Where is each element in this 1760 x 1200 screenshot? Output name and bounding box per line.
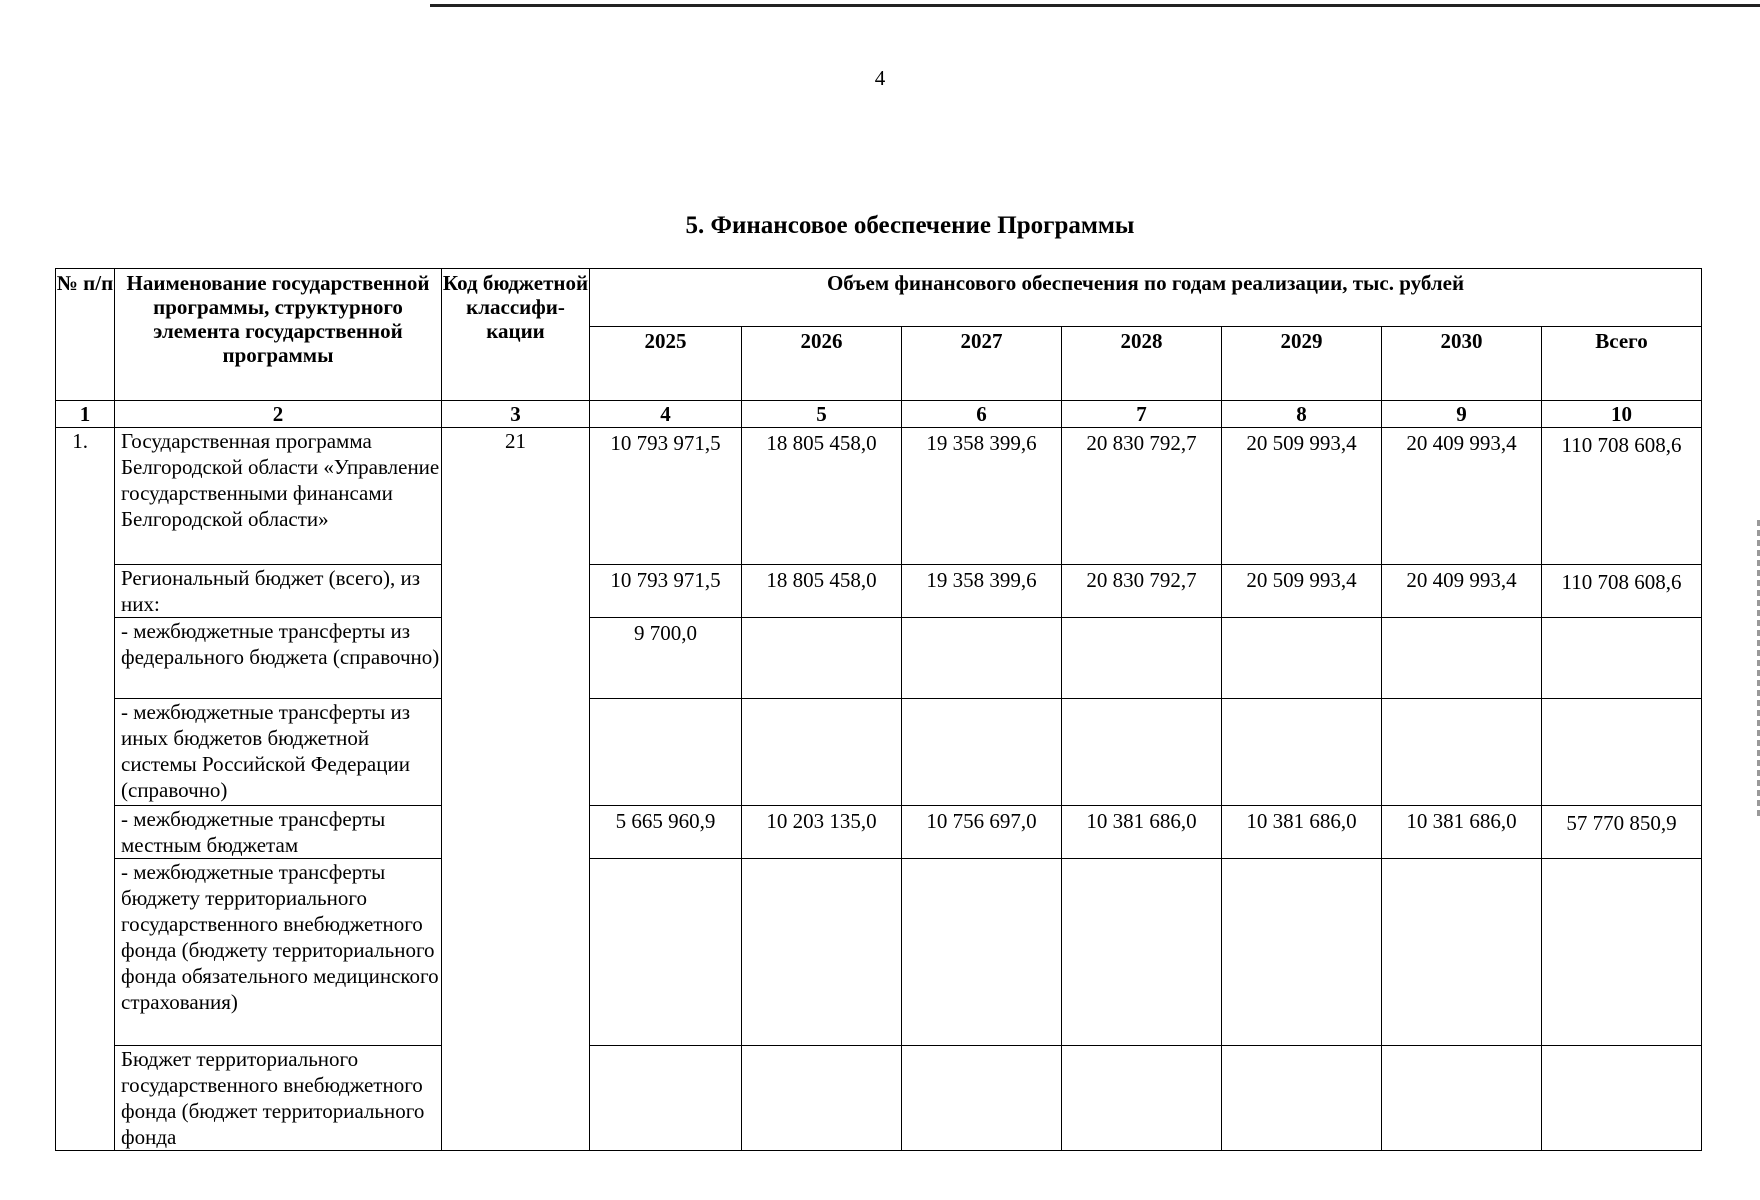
value-2027 bbox=[902, 699, 1062, 806]
row-name: - межбюджетные трансферты местным бюджетам bbox=[115, 806, 442, 859]
header-total: Всего bbox=[1542, 327, 1702, 401]
value-2030 bbox=[1382, 618, 1542, 699]
value-2027: 19 358 399,6 bbox=[902, 428, 1062, 565]
header-year-2028: 2028 bbox=[1062, 327, 1222, 401]
column-number: 1 bbox=[56, 401, 115, 428]
row-name: Бюджет территориального государственного внебюджетного фонда (бюджет территориального фонда bbox=[115, 1046, 442, 1151]
header-year-2029: 2029 bbox=[1222, 327, 1382, 401]
value-2029: 20 509 993,4 bbox=[1222, 428, 1382, 565]
value-2027 bbox=[902, 618, 1062, 699]
header-year-2026: 2026 bbox=[742, 327, 902, 401]
value-2030 bbox=[1382, 859, 1542, 1046]
value-2029: 20 509 993,4 bbox=[1222, 565, 1382, 618]
value-2026: 18 805 458,0 bbox=[742, 565, 902, 618]
header-year-2027: 2027 bbox=[902, 327, 1062, 401]
value-2027 bbox=[902, 859, 1062, 1046]
value-2028: 20 830 792,7 bbox=[1062, 565, 1222, 618]
row-name: Региональный бюджет (всего), из них: bbox=[115, 565, 442, 618]
value-2025: 5 665 960,9 bbox=[590, 806, 742, 859]
column-number: 3 bbox=[442, 401, 590, 428]
value-2025 bbox=[590, 859, 742, 1046]
value-2030: 20 409 993,4 bbox=[1382, 565, 1542, 618]
row-name: - межбюджетные трансферты из федерального бюджета (справочно) bbox=[115, 618, 442, 699]
financing-table bbox=[55, 268, 1702, 1151]
value-2026 bbox=[742, 1046, 902, 1151]
row-number: 1. bbox=[56, 428, 115, 1151]
scan-top-edge-line bbox=[430, 4, 1760, 7]
value-2028 bbox=[1062, 1046, 1222, 1151]
row-name: - межбюджетные трансферты из иных бюджетов бюджетной системы Российской Федерации (справочно) bbox=[115, 699, 442, 806]
table-row bbox=[56, 428, 1702, 565]
value-2026: 10 203 135,0 bbox=[742, 806, 902, 859]
value-total bbox=[1542, 1046, 1702, 1151]
column-numbers-row bbox=[56, 401, 1702, 428]
value-total: 110 708 608,6 bbox=[1542, 565, 1702, 618]
value-2026 bbox=[742, 618, 902, 699]
value-2028: 20 830 792,7 bbox=[1062, 428, 1222, 565]
value-2030 bbox=[1382, 1046, 1542, 1151]
value-2027: 19 358 399,6 bbox=[902, 565, 1062, 618]
column-number: 6 bbox=[902, 401, 1062, 428]
value-total bbox=[1542, 618, 1702, 699]
value-2029: 10 381 686,0 bbox=[1222, 806, 1382, 859]
column-number: 9 bbox=[1382, 401, 1542, 428]
value-2029 bbox=[1222, 859, 1382, 1046]
value-2030: 10 381 686,0 bbox=[1382, 806, 1542, 859]
table-row bbox=[56, 565, 1702, 618]
value-2025 bbox=[590, 1046, 742, 1151]
header-volume: Объем финансового обеспечения по годам реализации, тыс. рублей bbox=[590, 269, 1702, 327]
value-2028 bbox=[1062, 859, 1222, 1046]
column-number: 5 bbox=[742, 401, 902, 428]
row-name: Государственная программа Белгородской области «Управление государственными финансами Белгородской области» bbox=[115, 428, 442, 565]
value-total bbox=[1542, 699, 1702, 806]
value-2025: 10 793 971,5 bbox=[590, 565, 742, 618]
value-2029 bbox=[1222, 699, 1382, 806]
row-name: - межбюджетные трансферты бюджету территориального государственного внебюджетного фонда (бюджету территориального фонда обязательного медицинского страхования) bbox=[115, 859, 442, 1046]
value-total: 57 770 850,9 bbox=[1542, 806, 1702, 859]
value-2026 bbox=[742, 699, 902, 806]
value-2027: 10 756 697,0 bbox=[902, 806, 1062, 859]
value-2028 bbox=[1062, 618, 1222, 699]
table-row bbox=[56, 618, 1702, 699]
column-number: 10 bbox=[1542, 401, 1702, 428]
value-2025: 9 700,0 bbox=[590, 618, 742, 699]
column-number: 2 bbox=[115, 401, 442, 428]
header-no: № п/п bbox=[56, 269, 115, 401]
table-row bbox=[56, 699, 1702, 806]
column-number: 8 bbox=[1222, 401, 1382, 428]
column-number: 7 bbox=[1062, 401, 1222, 428]
page-number: 4 bbox=[874, 66, 886, 90]
section-title: 5. Финансовое обеспечение Программы bbox=[685, 212, 1135, 239]
value-2029 bbox=[1222, 1046, 1382, 1151]
header-code: Код бюджетной классифи-кации bbox=[442, 269, 590, 401]
value-2027 bbox=[902, 1046, 1062, 1151]
budget-code: 21 bbox=[442, 428, 590, 1151]
value-2030: 20 409 993,4 bbox=[1382, 428, 1542, 565]
header-name: Наименование государственной программы, структурного элемента государственной программы bbox=[115, 269, 442, 401]
header-year-2025: 2025 bbox=[590, 327, 742, 401]
value-total: 110 708 608,6 bbox=[1542, 428, 1702, 565]
table-header bbox=[56, 269, 1702, 401]
table-row bbox=[56, 859, 1702, 1046]
value-2028 bbox=[1062, 699, 1222, 806]
value-2028: 10 381 686,0 bbox=[1062, 806, 1222, 859]
header-year-2030: 2030 bbox=[1382, 327, 1542, 401]
value-2029 bbox=[1222, 618, 1382, 699]
table-row bbox=[56, 806, 1702, 859]
value-total bbox=[1542, 859, 1702, 1046]
value-2025: 10 793 971,5 bbox=[590, 428, 742, 565]
value-2026 bbox=[742, 859, 902, 1046]
value-2025 bbox=[590, 699, 742, 806]
value-2026: 18 805 458,0 bbox=[742, 428, 902, 565]
table-row bbox=[56, 1046, 1702, 1151]
column-number: 4 bbox=[590, 401, 742, 428]
value-2030 bbox=[1382, 699, 1542, 806]
